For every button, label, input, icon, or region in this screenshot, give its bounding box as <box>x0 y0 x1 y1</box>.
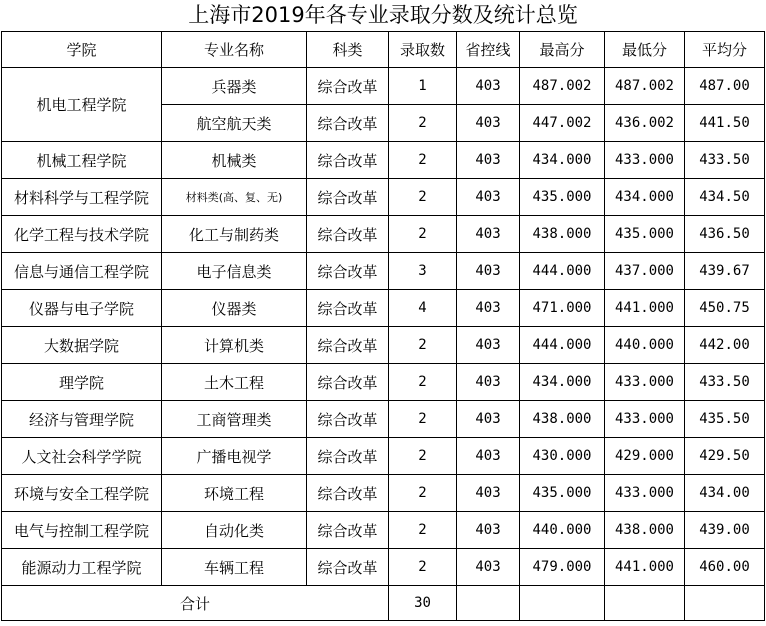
control-line-cell: 403 <box>457 68 520 105</box>
category-cell: 综合改革 <box>307 364 389 401</box>
min-score-cell: 433.000 <box>605 475 685 512</box>
category-cell: 综合改革 <box>307 438 389 475</box>
major-cell: 土木工程 <box>162 364 307 401</box>
category-cell: 综合改革 <box>307 68 389 105</box>
min-score-cell: 487.002 <box>605 68 685 105</box>
major-cell: 化工与制药类 <box>162 216 307 253</box>
avg-score-cell: 487.00 <box>685 68 765 105</box>
avg-score-cell: 434.50 <box>685 179 765 216</box>
college-cell: 机电工程学院 <box>2 68 162 142</box>
major-cell: 仪器类 <box>162 290 307 327</box>
admitted-cell: 2 <box>389 475 457 512</box>
admitted-cell: 2 <box>389 327 457 364</box>
control-line-cell: 403 <box>457 401 520 438</box>
max-score-cell: 434.000 <box>520 142 605 179</box>
page-title: 上海市2019年各专业录取分数及统计总览 <box>188 3 578 27</box>
major-cell: 电子信息类 <box>162 253 307 290</box>
college-cell: 经济与管理学院 <box>2 401 162 438</box>
avg-score-cell: 435.50 <box>685 401 765 438</box>
total-label: 合计 <box>2 586 389 621</box>
college-cell: 电气与控制工程学院 <box>2 512 162 549</box>
avg-score-cell: 439.67 <box>685 253 765 290</box>
max-score-cell: 471.000 <box>520 290 605 327</box>
admitted-cell: 4 <box>389 290 457 327</box>
max-score-cell: 434.000 <box>520 364 605 401</box>
control-line-cell: 403 <box>457 105 520 142</box>
college-cell: 材料科学与工程学院 <box>2 179 162 216</box>
category-cell: 综合改革 <box>307 549 389 586</box>
control-line-cell: 403 <box>457 438 520 475</box>
category-cell: 综合改革 <box>307 290 389 327</box>
control-line-cell: 403 <box>457 142 520 179</box>
total-admitted-cell: 30 <box>389 586 457 621</box>
category-cell: 综合改革 <box>307 105 389 142</box>
avg-score-cell: 450.75 <box>685 290 765 327</box>
table-row <box>2 290 765 327</box>
control-line-cell: 403 <box>457 549 520 586</box>
empty-cell <box>685 586 765 621</box>
admitted-cell: 2 <box>389 216 457 253</box>
min-score-cell: 436.002 <box>605 105 685 142</box>
header-control-line: 省控线 <box>457 32 520 68</box>
category-cell: 综合改革 <box>307 179 389 216</box>
table-row <box>2 364 765 401</box>
max-score-cell: 440.000 <box>520 512 605 549</box>
table-row <box>2 253 765 290</box>
avg-score-cell: 460.00 <box>685 549 765 586</box>
empty-cell <box>520 586 605 621</box>
college-cell: 仪器与电子学院 <box>2 290 162 327</box>
category-cell: 综合改革 <box>307 475 389 512</box>
admitted-cell: 2 <box>389 549 457 586</box>
header-major: 专业名称 <box>162 32 307 68</box>
major-cell: 工商管理类 <box>162 401 307 438</box>
category-cell: 综合改革 <box>307 327 389 364</box>
control-line-cell: 403 <box>457 364 520 401</box>
header-avg-score: 平均分 <box>685 32 765 68</box>
category-cell: 综合改革 <box>307 142 389 179</box>
table-row <box>2 475 765 512</box>
major-cell: 机械类 <box>162 142 307 179</box>
admitted-cell: 2 <box>389 401 457 438</box>
min-score-cell: 433.000 <box>605 142 685 179</box>
major-cell: 环境工程 <box>162 475 307 512</box>
college-cell: 信息与通信工程学院 <box>2 253 162 290</box>
table-row <box>2 438 765 475</box>
max-score-cell: 430.000 <box>520 438 605 475</box>
total-row <box>2 586 765 621</box>
major-cell: 广播电视学 <box>162 438 307 475</box>
control-line-cell: 403 <box>457 327 520 364</box>
admitted-cell: 2 <box>389 179 457 216</box>
max-score-cell: 438.000 <box>520 401 605 438</box>
header-row <box>2 32 765 68</box>
category-cell: 综合改革 <box>307 216 389 253</box>
avg-score-cell: 433.50 <box>685 142 765 179</box>
admitted-cell: 2 <box>389 364 457 401</box>
category-cell: 综合改革 <box>307 401 389 438</box>
major-cell: 自动化类 <box>162 512 307 549</box>
max-score-cell: 479.000 <box>520 549 605 586</box>
avg-score-cell: 434.00 <box>685 475 765 512</box>
control-line-cell: 403 <box>457 512 520 549</box>
admitted-cell: 2 <box>389 142 457 179</box>
avg-score-cell: 441.50 <box>685 105 765 142</box>
college-cell: 人文社会科学学院 <box>2 438 162 475</box>
control-line-cell: 403 <box>457 290 520 327</box>
max-score-cell: 435.000 <box>520 179 605 216</box>
college-cell: 大数据学院 <box>2 327 162 364</box>
major-cell: 车辆工程 <box>162 549 307 586</box>
table-row <box>2 549 765 586</box>
max-score-cell: 487.002 <box>520 68 605 105</box>
table-row <box>2 401 765 438</box>
admitted-cell: 1 <box>389 68 457 105</box>
table-row <box>2 142 765 179</box>
table-row <box>2 68 765 105</box>
avg-score-cell: 429.50 <box>685 438 765 475</box>
admitted-cell: 3 <box>389 253 457 290</box>
category-cell: 综合改革 <box>307 253 389 290</box>
avg-score-cell: 442.00 <box>685 327 765 364</box>
admitted-cell: 2 <box>389 438 457 475</box>
admission-table <box>1 31 765 621</box>
min-score-cell: 441.000 <box>605 549 685 586</box>
admitted-cell: 2 <box>389 512 457 549</box>
max-score-cell: 444.000 <box>520 327 605 364</box>
college-cell: 化学工程与技术学院 <box>2 216 162 253</box>
empty-cell <box>457 586 520 621</box>
control-line-cell: 403 <box>457 253 520 290</box>
college-cell: 环境与安全工程学院 <box>2 475 162 512</box>
max-score-cell: 444.000 <box>520 253 605 290</box>
min-score-cell: 433.000 <box>605 364 685 401</box>
header-min-score: 最低分 <box>605 32 685 68</box>
min-score-cell: 433.000 <box>605 401 685 438</box>
major-cell: 计算机类 <box>162 327 307 364</box>
header-category: 科类 <box>307 32 389 68</box>
max-score-cell: 435.000 <box>520 475 605 512</box>
header-college: 学院 <box>2 32 162 68</box>
major-cell: 航空航天类 <box>162 105 307 142</box>
avg-score-cell: 436.50 <box>685 216 765 253</box>
avg-score-cell: 433.50 <box>685 364 765 401</box>
major-cell: 兵器类 <box>162 68 307 105</box>
table-row <box>2 327 765 364</box>
min-score-cell: 440.000 <box>605 327 685 364</box>
table-row <box>2 179 765 216</box>
empty-cell <box>605 586 685 621</box>
min-score-cell: 435.000 <box>605 216 685 253</box>
college-cell: 理学院 <box>2 364 162 401</box>
category-cell: 综合改革 <box>307 512 389 549</box>
major-cell: 材料类(高、复、无) <box>162 179 307 216</box>
min-score-cell: 438.000 <box>605 512 685 549</box>
table-row <box>2 512 765 549</box>
min-score-cell: 441.000 <box>605 290 685 327</box>
min-score-cell: 429.000 <box>605 438 685 475</box>
min-score-cell: 434.000 <box>605 179 685 216</box>
max-score-cell: 438.000 <box>520 216 605 253</box>
header-max-score: 最高分 <box>520 32 605 68</box>
college-cell: 机械工程学院 <box>2 142 162 179</box>
avg-score-cell: 439.00 <box>685 512 765 549</box>
college-cell: 能源动力工程学院 <box>2 549 162 586</box>
min-score-cell: 437.000 <box>605 253 685 290</box>
control-line-cell: 403 <box>457 179 520 216</box>
control-line-cell: 403 <box>457 475 520 512</box>
max-score-cell: 447.002 <box>520 105 605 142</box>
admitted-cell: 2 <box>389 105 457 142</box>
table-row <box>2 216 765 253</box>
control-line-cell: 403 <box>457 216 520 253</box>
header-admitted: 录取数 <box>389 32 457 68</box>
